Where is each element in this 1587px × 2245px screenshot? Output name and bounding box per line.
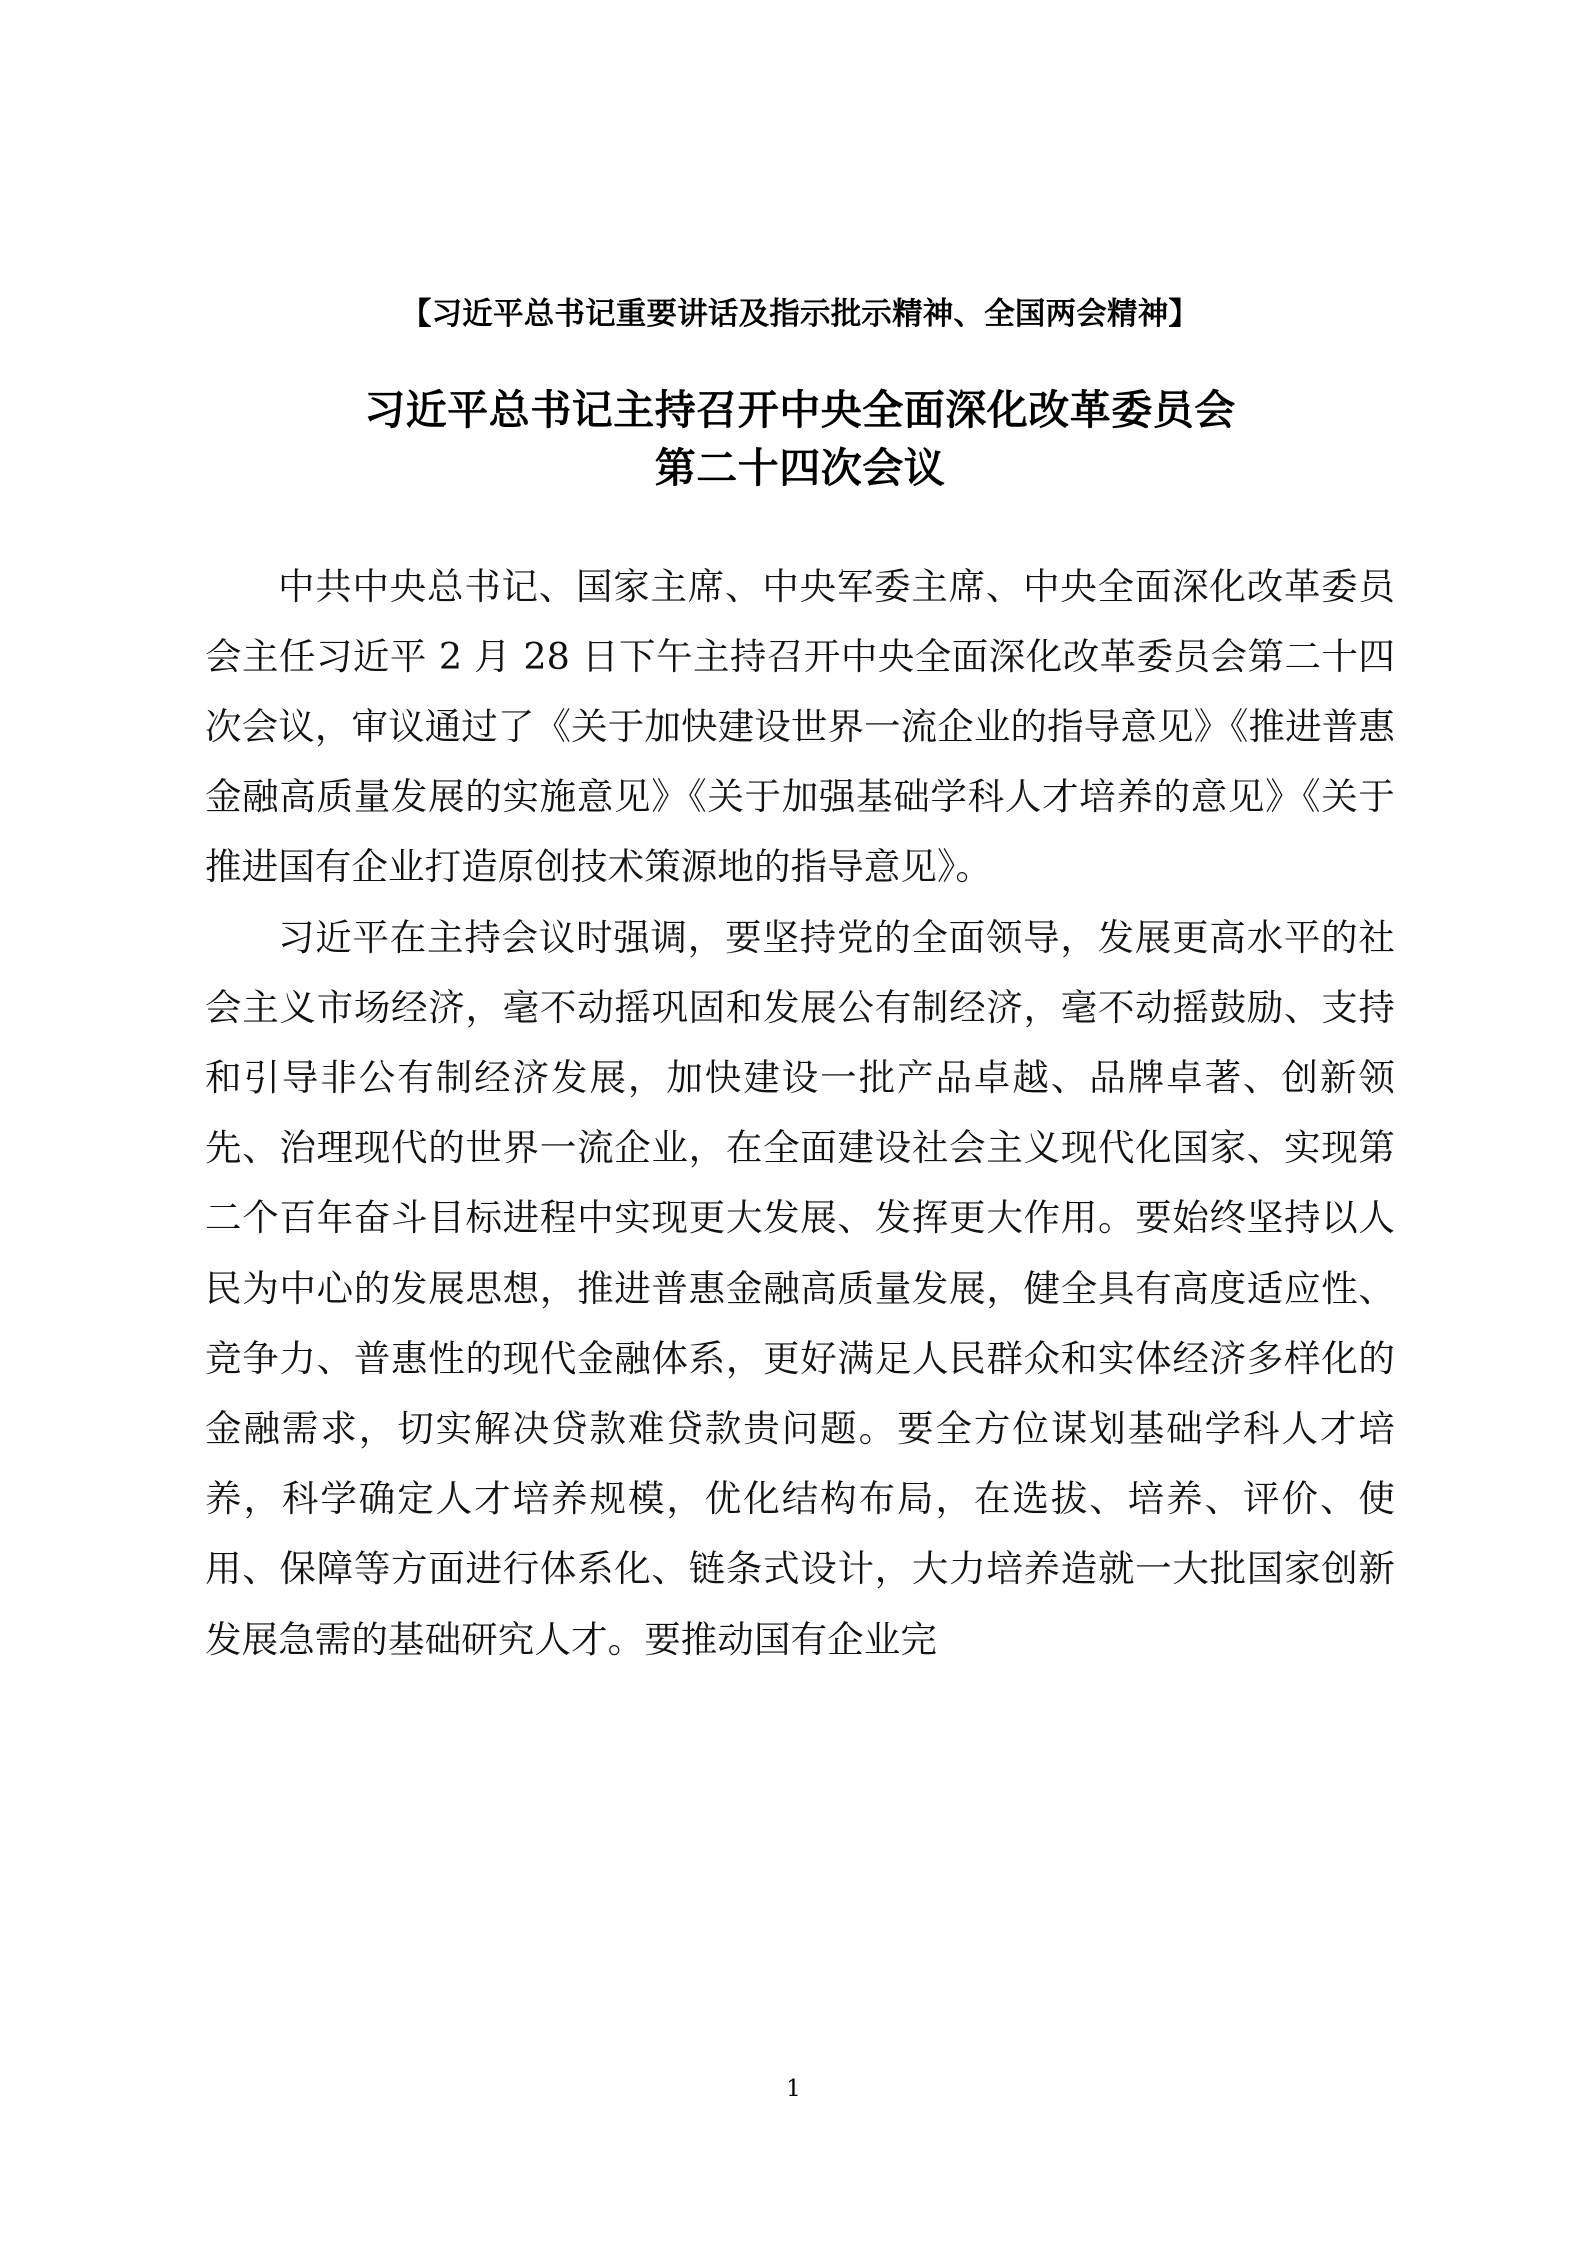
page-title-line-1: 习近平总书记主持召开中央全面深化改革委员会 [364, 386, 1236, 435]
body-paragraph: 习近平在主持会议时强调，要坚持党的全面领导，发展更高水平的社会主义市场经济，毫不动摇巩固和发展公有制经济，毫不动摇鼓励、支持和引导非公有制经济发展，加快建设一批产品卓越、品牌卓著、创新领先、治理现代的世界一流企业，在全面建设社会主义现代化国家、实现第二个百年奋斗目标进程中实现更大发展、发挥更大作用。要始终坚持以人民为中心的发展思想，推进普惠金融高质量发展，健全具有高度适应性、竞争力、普惠性的现代金融体系，更好满足人民群众和实体经济多样化的金融需求，切实解决贷款难贷款贵问题。要全方位谋划基础学科人才培养，科学确定人才培养规模，优化结构布局，在选拔、培养、评价、使用、保障等方面进行体系化、链条式设计，大力培养造就一大批国家创新发展急需的基础研究人才。要推动国有企业完 [205, 915, 1395, 1661]
body-paragraph: 中共中央总书记、国家主席、中央军委主席、中央全面深化改革委员会主任习近平 2 月 28 日下午主持召开中央全面深化改革委员会第二十四次会议，审议通过了《关于加快建设世界一流企业的指导意见》《推进普惠金融高质量发展的实施意见》《关于加强基础学科人才培养的意见》《关于推进国有企业打造原创技术策源地的指导意见》。 [205, 564, 1395, 889]
document-body [205, 552, 1395, 1675]
document-content [205, 0, 1395, 1675]
page-title-line-2: 第二十四次会议 [654, 444, 946, 493]
page-title [205, 381, 1395, 497]
page-number-footer: 1 [786, 2076, 801, 2102]
document-category-header: 【习近平总书记重要讲话及指示批示精神、全国两会精神】 [400, 297, 1200, 332]
